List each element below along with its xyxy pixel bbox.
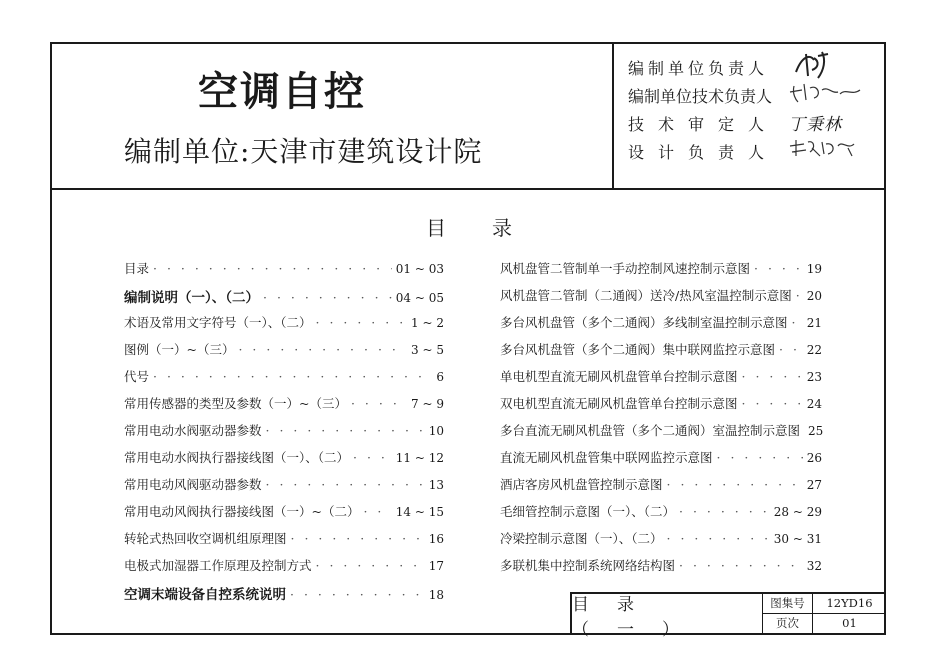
toc-row[interactable] [124, 448, 444, 475]
toc-page: 18 [428, 588, 444, 602]
toc-row[interactable] [124, 475, 444, 502]
toc-leader [316, 315, 408, 330]
responsibility-label: 技术审定人 [628, 115, 779, 134]
toc-page: 13 [428, 478, 444, 492]
toc-row[interactable] [500, 475, 822, 502]
toc-leader [266, 477, 425, 492]
signature-name: 丁秉林 [788, 115, 842, 135]
toc-title: 冷梁控制示意图（一）、（二） [500, 531, 663, 546]
toc-row[interactable] [124, 367, 444, 394]
page-title: 空调自控 [198, 69, 366, 115]
toc-title: 常用电动水阀执行器接线图（一）、（二） [124, 450, 350, 465]
organization-line: 编制单位:天津市建筑设计院 [124, 135, 483, 168]
atlas-value: 12YD16 [826, 596, 873, 610]
toc-page: 26 [806, 451, 822, 465]
toc-title: 常用电动风阀执行器接线图（一）~（二） [124, 504, 360, 519]
toc-page: 11 ~ 12 [395, 451, 444, 465]
toc-row[interactable] [500, 286, 822, 313]
toc-title: 常用电动水阀驱动器参数 [124, 423, 262, 438]
toc-title: 常用传感器的类型及参数（一）~（三） [124, 396, 347, 411]
toc-leader [742, 369, 803, 384]
toc-row[interactable] [124, 502, 444, 529]
toc-row[interactable] [124, 313, 444, 340]
toc-row[interactable] [124, 556, 444, 583]
responsibility-label: 编制单位技术负责人 [628, 87, 773, 106]
atlas-label: 图集号 [770, 596, 805, 610]
toc-title: 常用电动风阀驱动器参数 [124, 477, 262, 492]
toc-page: 6 [436, 370, 444, 384]
toc-row[interactable] [500, 259, 822, 286]
toc-title: 转轮式热回收空调机组原理图 [124, 531, 287, 546]
toc-title: 电极式加湿器工作原理及控制方式 [124, 558, 312, 573]
toc-page: 17 [428, 559, 444, 573]
toc-row[interactable] [124, 529, 444, 556]
toc-row[interactable] [500, 421, 822, 448]
toc-title: 空调末端设备自控系统说明 [124, 587, 286, 603]
toc-leader [266, 423, 425, 438]
toc-right-column [500, 259, 822, 583]
toc-title: 多联机集中控制系统网络结构图 [500, 558, 676, 573]
responsibility-label: 编制单位负责人 [628, 59, 769, 78]
toc-page: 20 [806, 289, 822, 303]
toc-title: 风机盘管二管制单一手动控制风速控制示意图 [500, 261, 751, 276]
toc-leader [742, 396, 803, 411]
toc-page: 32 [806, 559, 822, 573]
signature-icon [788, 78, 868, 108]
toc-page: 7 ~ 9 [411, 397, 444, 411]
toc-row[interactable] [500, 529, 822, 556]
toc-page: 21 [806, 316, 822, 330]
toc-page: 24 [806, 397, 822, 411]
toc-leader [792, 315, 803, 330]
toc-page: 01 ~ 03 [395, 262, 444, 276]
toc-title: 双电机型直流无刷风机盘管单台控制示意图 [500, 396, 738, 411]
toc-page: 3 ~ 5 [411, 343, 444, 357]
toc-page: 14 ~ 15 [395, 505, 444, 519]
toc-leader [291, 531, 425, 546]
title-block [570, 592, 886, 640]
toc-page: 22 [806, 343, 822, 357]
toc-page: 27 [806, 478, 822, 492]
toc-leader [363, 504, 391, 519]
toc-row[interactable] [500, 448, 822, 475]
toc-leader [263, 290, 392, 305]
toc-leader [153, 369, 432, 384]
toc-title: 多台风机盘管（多个二通阀）多线制室温控制示意图 [500, 315, 788, 330]
toc-row[interactable] [500, 394, 822, 421]
toc-page: 23 [806, 370, 822, 384]
toc-heading-1: 目 [426, 216, 446, 240]
toc-title: 多台风机盘管（多个二通阀）集中联网监控示意图 [500, 342, 776, 357]
toc-title: 图例（一）~（三） [124, 342, 235, 357]
toc-row[interactable] [500, 340, 822, 367]
toc-title: 目录 [124, 261, 150, 276]
toc-row[interactable] [500, 367, 822, 394]
toc-page: 04 ~ 05 [395, 291, 444, 305]
toc-leader [679, 558, 803, 573]
toc-page: 19 [806, 262, 822, 276]
toc-row[interactable] [124, 583, 444, 610]
toc-title: 直流无刷风机盘管集中联网监控示意图 [500, 450, 713, 465]
toc-row[interactable] [500, 502, 822, 529]
toc-title: 毛细管控制示意图（一）、（二） [500, 504, 676, 519]
toc-page: 25 [808, 424, 824, 438]
header-divider-horizontal [50, 188, 886, 190]
toc-title: 术语及常用文字符号（一）、（二） [124, 315, 312, 330]
toc-leader [679, 504, 770, 519]
toc-leader [667, 531, 770, 546]
toc-row[interactable] [124, 340, 444, 367]
toc-title: 酒店客房风机盘管控制示意图 [500, 477, 663, 492]
toc-leader [316, 558, 425, 573]
toc-row[interactable] [500, 556, 822, 583]
toc-row[interactable] [500, 313, 822, 340]
toc-row[interactable] [124, 259, 444, 286]
toc-leader [353, 450, 392, 465]
toc-title: 单电机型直流无刷风机盘管单台控制示意图 [500, 369, 738, 384]
toc-leader [351, 396, 407, 411]
toc-row[interactable] [124, 394, 444, 421]
toc-heading-2: 录 [492, 216, 512, 240]
toc-title: 多台直流无刷风机盘管（多个二通阀）室温控制示意图 [500, 423, 801, 438]
toc-leader [754, 261, 803, 276]
responsibility-block [628, 56, 878, 168]
toc-title: 编制说明（一）、（二） [124, 290, 259, 306]
toc-page: 28 ~ 29 [773, 505, 822, 519]
page-value: 01 [842, 616, 857, 630]
responsibility-row [628, 140, 878, 168]
toc-left-column [124, 259, 444, 610]
toc-page: 10 [428, 424, 444, 438]
toc-page: 16 [428, 532, 444, 546]
header-divider-vertical [612, 42, 614, 190]
signature-icon [788, 134, 868, 164]
page-label: 页次 [776, 616, 799, 630]
toc-page: 30 ~ 31 [773, 532, 822, 546]
toc-leader [779, 342, 803, 357]
toc-page: 1 ~ 2 [411, 316, 444, 330]
toc-leader [796, 288, 803, 303]
toc-heading [426, 212, 512, 241]
toc-leader [153, 261, 392, 276]
toc-leader [238, 342, 407, 357]
toc-leader [290, 587, 425, 602]
toc-leader [667, 477, 803, 492]
toc-title: 风机盘管二管制（二通阀）送冷/热风室温控制示意图 [500, 288, 792, 303]
toc-row[interactable] [124, 286, 444, 313]
sheet-title: 目录（一） [572, 594, 707, 640]
toc-leader [717, 450, 803, 465]
toc-row[interactable] [124, 421, 444, 448]
responsibility-row [628, 84, 878, 112]
toc-title: 代号 [124, 369, 150, 384]
responsibility-label: 设计负责人 [628, 143, 779, 162]
signature-icon [788, 50, 868, 80]
